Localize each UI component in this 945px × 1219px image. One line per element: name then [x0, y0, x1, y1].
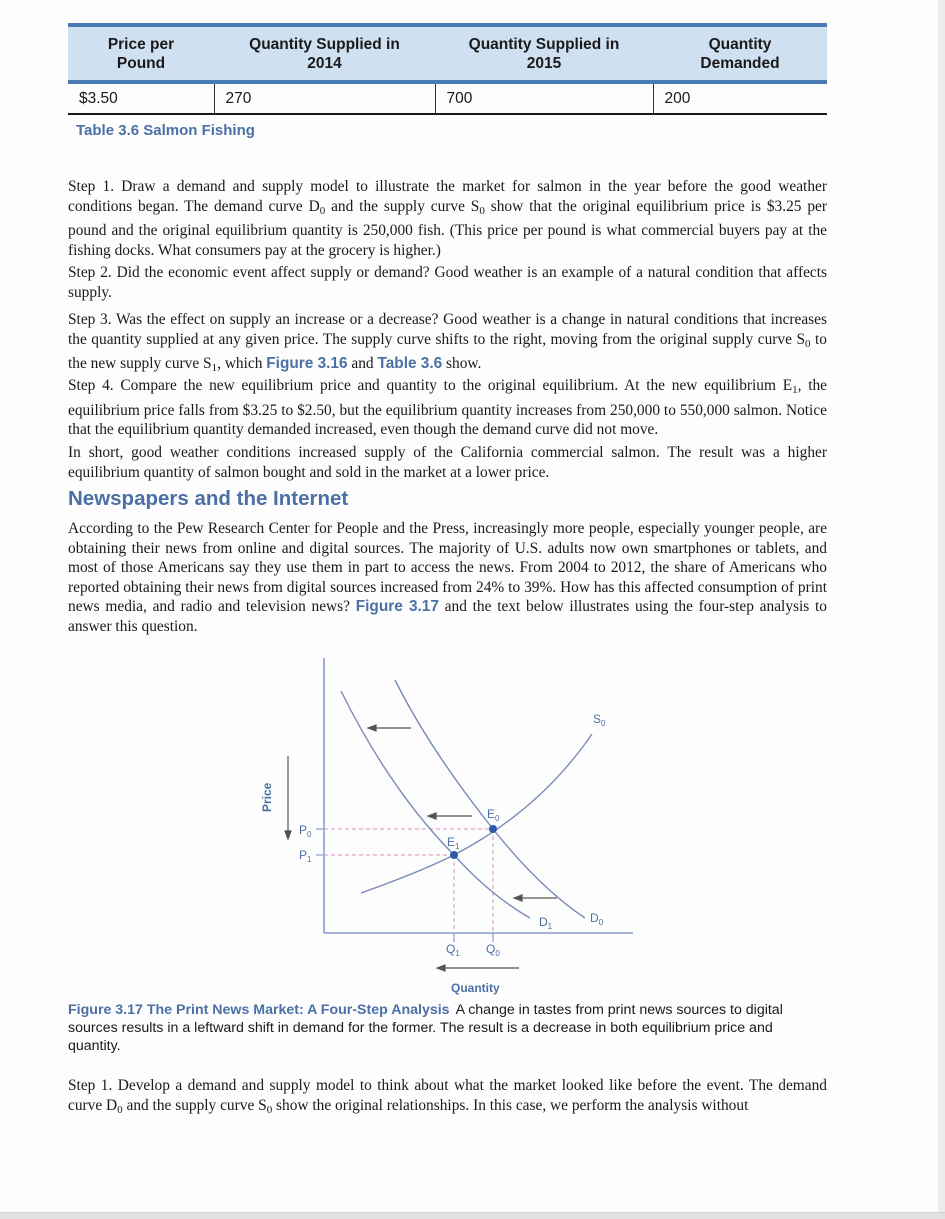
header-qty-demanded: Quantity Demanded — [653, 25, 827, 82]
salmon-step-3 — [68, 310, 827, 379]
text: to the new supply curve S — [68, 330, 827, 372]
cell-qty-2014: 270 — [214, 82, 435, 114]
subscript: 0 — [319, 204, 326, 217]
text: Step 3. Was the effect on supply an increase or a decrease? Good weather is a change in natural conditions that increases the quantity supplied at any given price. The supply curve shifts to the right, moving from the original supply curve S — [68, 311, 827, 348]
cell-qty-demanded: 200 — [653, 82, 827, 114]
y-axis-label: Price — [260, 782, 274, 812]
text: , the equilibrium price falls from $3.25 to $2.50, but the equilibrium quantity increases from 250,000 to 550,000 salmon. Notice that the equilibrium quantity demanded increased, even though the demand curve did not move. — [68, 377, 828, 438]
text: According to the Pew Research Center for People and the Press, increasingly more people, especially younger people, are obtaining their news from online and digital sources. The majority of U.S. adults now own smartphones or tablets, and most of those Americans say they use them in part to access the news. From 2004 to 2012, the share of Americans who reported obtaining their news from digital sources increased from 24% to 39%. How has this affected consumption of print news media, and radio and television news? — [68, 520, 827, 615]
label-q1: $Q_1$ — [446, 942, 460, 958]
subscript: 1 — [211, 362, 218, 374]
table-row — [68, 82, 827, 114]
page-edge-bottom — [0, 1212, 945, 1219]
demand-curve-d1 — [341, 691, 530, 918]
salmon-step-1 — [68, 177, 827, 260]
text: and the supply curve S — [325, 197, 480, 215]
cell-price: $3.50 — [68, 82, 214, 114]
subscript: 0 — [805, 337, 811, 350]
x-axis-label: Quantity — [451, 981, 500, 995]
salmon-step-4 — [68, 376, 827, 440]
text: Step 1. Develop a demand and supply model to think about what the market looked like before the event. The demand curve D — [68, 1077, 827, 1114]
equilibrium-point-e0 — [489, 825, 497, 833]
figure-caption — [68, 1001, 827, 1055]
text: and — [347, 355, 378, 372]
subscript: 0 — [266, 1103, 273, 1116]
label-p1: $P_1$ — [299, 848, 312, 864]
figure-3-17-link[interactable]: Figure 3.17 — [355, 598, 439, 615]
subscript: 1 — [792, 384, 798, 396]
left-shift-arrows — [285, 725, 557, 971]
print-news-market-diagram — [250, 650, 650, 1000]
supply-curve-s0 — [361, 734, 592, 893]
tick-marks — [316, 829, 493, 942]
subscript: 0 — [117, 1103, 123, 1116]
label-s0: $S_0$ — [593, 712, 606, 728]
label-e0: $E_0$ — [487, 807, 500, 823]
axes — [324, 658, 633, 933]
header-qty-supplied-2015: Quantity Supplied in 2015 — [435, 25, 653, 82]
label-d0: $D_0$ — [590, 911, 604, 927]
text: Step 1. Draw a demand and supply model to illustrate the market for salmon in the year before the good weather conditions began. The demand curve D — [68, 178, 827, 215]
label-d1: $D_1$ — [539, 915, 553, 931]
table-header-row — [68, 25, 827, 82]
figure-caption-title: Figure 3.17 The Print News Market: A Four-Step Analysis — [68, 1002, 450, 1018]
table-caption: Table 3.6 Salmon Fishing — [76, 122, 255, 139]
text: show the original relationships. In this case, we perform the analysis without — [272, 1096, 749, 1114]
salmon-table — [68, 23, 827, 115]
salmon-step-2: Step 2. Did the economic event affect supply or demand? Good weather is an example of a natural condition that affects supply. — [68, 264, 827, 301]
text: show that the original equilibrium price is $3.25 per pound and the original equilibrium quantity is 250,000 fish. (This price per pound is what commercial buyers pay at the fishing docks. What consumers pay at the grocery is higher.) — [68, 197, 828, 259]
cell-qty-2015: 700 — [435, 82, 653, 114]
header-qty-supplied-2014: Quantity Supplied in 2014 — [214, 25, 435, 82]
header-price-per-pound: Price per Pound — [68, 25, 214, 82]
table-3-6-link[interactable]: Table 3.6 — [377, 355, 443, 372]
figure-caption-text: A change in tastes from print news sources to digital sources results in a leftward shift in demand for the former. The result is a decrease in both equilibrium price and quantity. — [68, 1002, 783, 1054]
section-intro — [68, 519, 827, 636]
text: , which — [217, 355, 267, 372]
subscript: 0 — [479, 204, 485, 217]
text: Step 4. Compare the new equilibrium price and quantity to the original equilibrium. At the new equilibrium E — [68, 377, 793, 394]
section-heading: Newspapers and the Internet — [68, 487, 349, 510]
label-p0: $P_0$ — [299, 823, 312, 839]
demand-curve-d0 — [395, 680, 585, 918]
news-step-1 — [68, 1076, 827, 1120]
figure-3-16-link[interactable]: Figure 3.16 — [266, 355, 348, 372]
equilibrium-point-e1 — [450, 851, 458, 859]
label-e1: $E_1$ — [447, 835, 460, 851]
text: and the supply curve S — [122, 1096, 267, 1114]
dashed-guides — [324, 829, 493, 942]
label-q0: $Q_0$ — [486, 942, 500, 958]
text: and the text below illustrates using the four-step analysis to answer this question. — [68, 598, 827, 635]
page-edge-right — [938, 0, 945, 1219]
salmon-summary: In short, good weather conditions increased supply of the California commercial salmon. The result was a higher equilibrium quantity of salmon bought and sold in the market at a lower price. — [68, 444, 827, 481]
text: show. — [442, 355, 482, 372]
